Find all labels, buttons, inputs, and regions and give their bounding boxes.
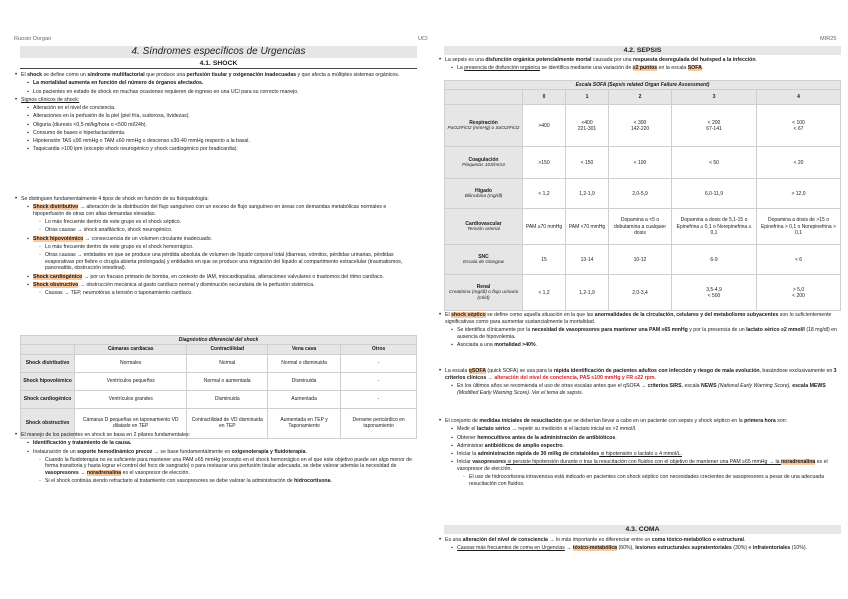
shock-types-block <box>15 196 417 298</box>
sofa-row: Respiración PaO2/FiO2 (mmHg) o SaO2/FiO2 >400 <400 221-301 < 300 142-220 < 200 67-141 < 100 < 67 <box>445 105 841 147</box>
shock-management-block <box>15 432 417 487</box>
table-row: Shock distributivo Normales Normal Normal o disminuida - <box>21 354 417 372</box>
chapter-title: 4. Síndromes específicos de Urgencias <box>20 46 417 58</box>
shock-differential-table <box>20 335 417 439</box>
sofa-row: Hígado Bilirrubina (mg/dl) < 1,2 1,2-1,9 2,0-5,9 6,0-11,9 > 12,0 <box>445 179 841 209</box>
signo-item: ▪ Taquicardia >100 lpm (excepto shock neurogénico y shock cardiogénico por bradicardia). <box>15 146 417 153</box>
septic-shock-block <box>439 312 841 350</box>
resuscitation-block <box>439 418 841 489</box>
type-hipovolemico: ▪ Shock hipovolémico → consecuencia de un volumen circulante inadecuado. <box>15 236 417 243</box>
resuscitation-vasopressors: ▪ Iniciar vasopresores si persiste hipotensión durante o tras la resucitación con fluidos con el objetivo de mantener una PAM ≥65 mmHg → la noradrenalina es el vasopresor de elección. <box>439 459 841 472</box>
sofa-row: Cardiovascular Tensión arterial PAM ≥70 mmHg PAM <70 mmHg Dopamina a <5 o dobutamina a cualquier dosis Dopamina a dosis de 5,1-15 o Epinefrina ≤ 0,1 o Norepinefrina ≤ 0,1 Dopamina a dosis de >15 o Epinefrina > 0,1 o Norepinefrina > 0,1 <box>445 209 841 245</box>
table-header: Otros <box>341 345 417 354</box>
section-sepsis-title: 4.2. SEPSIS <box>444 46 841 55</box>
manejo-intro: • El manejo de los pacientes en shock se basa en 2 pilares fundamentales: <box>15 432 417 439</box>
sofa-col: 2 <box>609 90 672 105</box>
table-row: Shock hipovolémico Ventrículos pequeños Normal o aumentada Disminuida - <box>21 372 417 390</box>
right-page <box>424 0 848 599</box>
table-header: Vena cava <box>268 345 341 354</box>
sofa-col: 0 <box>523 90 566 105</box>
resuscitation-item: ▪ Iniciar la administración rápida de 30 ml/kg de cristaloides si hipotensión o lactato ≥ 4 mmol/L. <box>439 451 841 458</box>
sofa-col: 4 <box>757 90 841 105</box>
signo-item: ▪ Oliguria (diuresis <0,5 ml/kg/hora o <500 ml/24h). <box>15 122 417 129</box>
resuscitation-hydrocortisone: ◦ El uso de hidrocortisona intravenosa está indicado en pacientes con shock séptico con necesidades crecientes de vasopresores a pesar de una adecuada resucitación con fluidos. <box>439 474 841 487</box>
sofa-col: 3 <box>672 90 757 105</box>
coma-causes: ▪ Causas más frecuentes de coma en Urgencias → tóxico-metabólica (60%), lesiones estructurales supratentoriales (30%) e infratentoriales (10%). <box>439 545 841 552</box>
section-shock-title: 4.1. SHOCK <box>20 59 417 69</box>
sofa-caption: Escala SOFA (Sepsis related Organ Failure Assessment) <box>445 81 841 90</box>
sofa-row: Coagulación Plaquetas 103/mm3 >150 < 150 < 100 < 50 < 20 <box>445 147 841 179</box>
type-obstructivo: ▪ Shock obstructivo → obstrucción mecánica al gasto cardíaco normal y disminución secundaria de la perfusión sistémica. <box>15 282 417 289</box>
signo-item: ▪ Alteraciones en la perfusión de la piel (piel fría, sudorosa, lívidezas). <box>15 113 417 120</box>
type-cardiogenico: ▪ Shock cardiogénico → por un fracaso primario de bomba, en contexto de IAM, miocardiopatías, alteraciones valvulares o trastornos del ritmo cardíaco. <box>15 274 417 281</box>
shock-uci: ▪ Los pacientes en estado de shock en muchas ocasiones requieren de ingreso en una UCI para su correcto manejo. <box>15 89 417 96</box>
hipo-sub: ◦ Otras causas → entidades en que se produce una pérdida absoluta de volumen de líquido corporal total (diarreas, vómitos, pérdidas urinarias, pérdidas evaporativas por fiebre o cirugía abierta prolongada) y entidades en que se produce una migración del líquido al compartimento extracelular (traumatismos, pancreatitis, obstrucción intestinal). <box>15 252 417 272</box>
coma-definition: • Es una alteración del nivel de consciencia → lo más importante es diferenciar entre un coma tóxico-metabólico o estructural. <box>439 537 841 544</box>
table-row: Shock cardiogénico Ventrículos grandes Disminuida Aumentada - <box>21 390 417 408</box>
header-author: Ruoxin Dorgan <box>14 36 52 42</box>
septic-shock-mortality: ▪ Asociada a una mortalidad >40%. <box>439 342 841 349</box>
shock-definition-block <box>15 72 417 155</box>
septic-shock-definition: • El shock séptico se define como aquella situación en la que las anormalidades de la circulación, celulares y del metabolismo subyacentes son lo suficientemente significativas como para aumentar sustancialmente la mortalidad. <box>439 312 841 325</box>
section-coma-title: 4.3. COMA <box>444 525 841 534</box>
qsofa-alternatives: ▪ En los últimos años se recomienda el uso de otras escalas antes que el qSOFA → criterios SIRS, escala NEWS (National Early Warning Score), escala MEWS (Modified Early Warning Score). Ver el tema de sepsis. <box>439 383 841 396</box>
sofa-row: Renal Creatinina (mg/dl) o flujo urinario (ml/d) < 1,2 1,2-1,9 2,0-3,4 3,5-4,9 < 500 > 5,0 < 200 <box>445 275 841 311</box>
table-header: Cámaras cardíacas <box>75 345 187 354</box>
dist-sub: ◦ Lo más frecuente dentro de este grupo es el shock séptico. <box>15 219 417 226</box>
sofa-row: SNC Escala de Glasgow 15 13-14 10-12 6-9 < 6 <box>445 245 841 275</box>
header-right: MIR25 <box>820 36 837 42</box>
hipo-sub: ◦ Lo más frecuente dentro de este grupo es el shock hemorrágico. <box>15 244 417 251</box>
resuscitation-item: ▪ Administrar antibióticos de amplio espectro. <box>439 443 841 450</box>
sofa-table <box>444 80 841 311</box>
resuscitation-item: ▪ Medir el lactato sérico → repetir su medición si el lactato inicial es >2 mmol/l. <box>439 426 841 433</box>
table-header <box>21 345 75 354</box>
resuscitation-intro: • El conjunto de medidas iniciales de resucitación que se deberían llevar a cabo en un paciente con sepsis y shock séptico en la primera hora son: <box>439 418 841 425</box>
obst-sub: ◦ Causas → TEP, neumotórax a tensión o taponamiento cardíaco. <box>15 290 417 297</box>
table-header: Contractilidad <box>187 345 268 354</box>
shock-definition: • El shock se define como un síndrome multifactorial que produce una perfusión tisular y oxigenación inadecuadas y que afecta a múltiples sistemas orgánicos. <box>15 72 417 79</box>
dist-sub: ◦ Otras causas → shock anafiláctico, shock neurogénico. <box>15 227 417 234</box>
table-row: Shock obstructivo Cámaras D pequeñas en taponamiento VD dilatado en TEP Contractilidad de VD disminuida en TEP Aumentada en TEP y Taponamiento Derrame pericárdico en taponamiento <box>21 408 417 438</box>
signo-item: ▪ Consumo de bases e hiperlactacidemia. <box>15 130 417 137</box>
sepsis-definition: • La sepsis es una disfunción orgánica potencialmente mortal causada por una respuesta desregulada del huésped a la infección. <box>439 57 841 64</box>
signo-item: ▪ Hipotensión TAS ≤90 mmHg o TAM ≤60 mmHg o descenso ≥30-40 mmHg respecto a la basal. <box>15 138 417 145</box>
sofa-col <box>445 90 523 105</box>
header-section: UCI <box>418 36 428 42</box>
septic-shock-criteria: ▪ Se identifica clínicamente por la necesidad de vasopresores para mantener una PAM ≥65 mmHg y por la presencia de un lactato sérico ≥2 mmol/l (18 mg/dl) en ausencia de hipovolemia. <box>439 327 841 340</box>
types-intro: • Se distinguen fundamentalmente 4 tipos de shock en función de su fisiopatología: <box>15 196 417 203</box>
qsofa-definition: • La escala qSOFA (quick SOFA) se usa para la rápida identificación de pacientes adultos con infección y riesgo de mala evolución, basándose exclusivamente en 3 criterios clínicos → alteración del nivel de conciencia, PAS ≤100 mmHg y FR ≥22 rpm. <box>439 368 841 381</box>
manejo-sub-2: ◦ Si el shock continúa siendo refractario al tratamiento con vasopresores se debe valorar la administración de hidrocortisona. <box>15 478 417 485</box>
signos-title: • Signos clínicos de shock: <box>15 97 417 104</box>
manejo-sub-1: ◦ Cuando la fluidoterapia no es suficiente para mantener una PAM ≥65 mmHg (excepto en el shock hemorrágico en el que este objetivo puede ser algo menor de forma transitoria y hasta lograr el control del foco de sangrado) o para restaurar una perfusión tisular adecuada, se debe valorar además la necesidad de vasopresores → noradrenalina es el vasopresor de elección. <box>15 457 417 477</box>
sofa-col: 1 <box>566 90 609 105</box>
manejo-2: ▪ Instauración de un soporte hemodinámico precoz → se base fundamentalmente en oxigenoterapia y fluidoterapia. <box>15 449 417 456</box>
signo-item: ▪ Alteración en el nivel de conciencia. <box>15 105 417 112</box>
table-caption: Diagnóstico diferencial del shock <box>21 336 417 345</box>
shock-mortality: ▪ La mortalidad aumenta en función del número de órganos afectados. <box>15 80 417 87</box>
manejo-1: ▪ Identificación y tratamiento de la causa. <box>15 440 417 447</box>
qsofa-block <box>439 368 841 398</box>
type-distributivo: ▪ Shock distributivo → alteración de la distribución del flujo sanguíneo con un exceso de flujo sanguíneo en áreas con demandas metabólicas normales e hipoperfusión de otras con altas demandas elevadas. <box>15 204 417 217</box>
resuscitation-item: ▪ Obtener hemocultivos antes de la administración de antibióticos. <box>439 435 841 442</box>
sepsis-definition-block <box>439 57 841 74</box>
sepsis-sofa-criterion: ▪ La presencia de disfunción orgánica se identifica mediante una variación de ≥2 puntos en la escala SOFA. <box>439 65 841 72</box>
coma-block <box>439 537 841 554</box>
